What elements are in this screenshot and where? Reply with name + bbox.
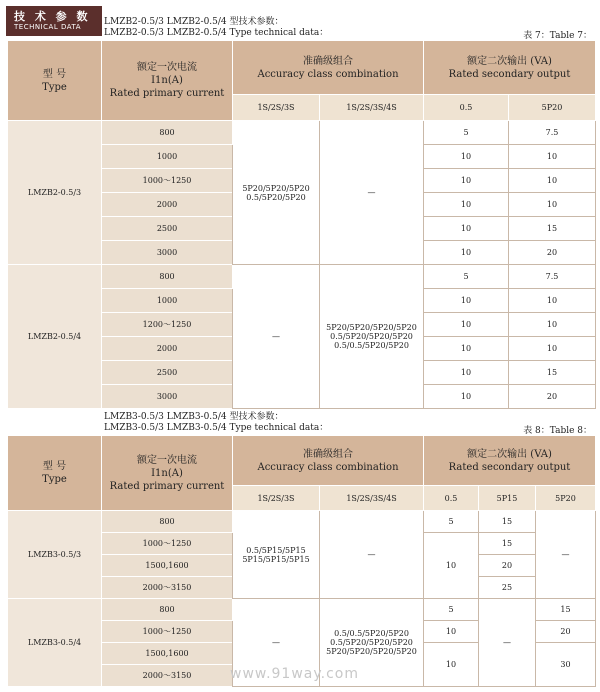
header-current-en: Rated primary current — [109, 88, 225, 99]
technical-data-badge — [6, 6, 102, 36]
current-cell: 2000～3150 — [102, 577, 233, 599]
output-5p20-cell: 15 — [509, 361, 596, 385]
section1-title-en: LMZB2-0.5/3 LMZB2-0.5/4 Type technical data： — [104, 28, 329, 38]
output-05-cell: 5 — [424, 265, 509, 289]
header-type — [8, 436, 102, 511]
output-5p20-cell: 20 — [509, 385, 596, 409]
output-05-cell: 5 — [424, 121, 509, 145]
header-current-cn: 额定一次电流 — [137, 454, 197, 466]
output-5p20-cell: 10 — [509, 337, 596, 361]
table-7 — [7, 40, 596, 409]
subheader-out-5p20: 5P20 — [536, 486, 596, 511]
output-05-cell: 10 — [424, 361, 509, 385]
output-05-cell: 10 — [424, 193, 509, 217]
subheader-out-5p20: 5P20 — [509, 95, 596, 121]
current-cell: 1500,1600 — [102, 643, 233, 665]
output-05-cell: 10 — [424, 241, 509, 265]
current-cell: 800 — [102, 121, 233, 145]
accuracy-line: 0.5/5P20/5P20/5P20 — [330, 638, 413, 647]
header-type — [8, 41, 102, 121]
header-accuracy-cn: 准确级组合 — [303, 55, 353, 67]
output-05-cell: 10 — [424, 289, 509, 313]
output-5p20-cell: 10 — [509, 193, 596, 217]
subheader-acc-4: 1S/2S/3S/4S — [320, 486, 424, 511]
output-5p20-cell: 30 — [536, 643, 596, 687]
output-05-cell: 10 — [424, 313, 509, 337]
accuracy-line: 0.5/5P15/5P15 — [246, 545, 306, 555]
output-05-cell: 5 — [424, 511, 479, 533]
output-5p20-cell: 15 — [536, 599, 596, 621]
current-cell: 2500 — [102, 217, 233, 241]
watermark: www.91way.com — [230, 666, 359, 682]
table7-label: 表 7：Table 7： — [523, 31, 592, 41]
output-5p20-cell: 7.5 — [509, 121, 596, 145]
output-5p20-cell: 10 — [509, 313, 596, 337]
accuracy-cell: — — [233, 599, 320, 687]
header-output — [424, 41, 596, 95]
current-cell: 3000 — [102, 241, 233, 265]
header-output-en: Rated secondary output — [448, 461, 571, 473]
output-5p20-cell: 15 — [509, 217, 596, 241]
subheader-acc-3: 1S/2S/3S — [233, 486, 320, 511]
accuracy-line: 0.5/0.5/5P20/5P20 — [334, 341, 409, 350]
table-8 — [7, 435, 596, 687]
header-accuracy-cn: 准确级组合 — [303, 448, 353, 460]
header-type-en: Type — [42, 81, 67, 93]
output-05-cell: 10 — [424, 217, 509, 241]
header-current — [102, 436, 233, 511]
header-current-sym: I1n(A) — [151, 467, 183, 479]
current-cell: 1000～1250 — [102, 621, 233, 643]
output-5p20-cell: — — [536, 511, 596, 599]
output-05-cell: 10 — [424, 643, 479, 687]
header-type-cn: 型 号 — [42, 68, 67, 80]
current-cell: 1000 — [102, 289, 233, 313]
section1-title-cn: LMZB2-0.5/3 LMZB2-0.5/4 型技术参数： — [104, 17, 284, 27]
accuracy-cell: — — [320, 121, 424, 265]
header-current-en: Rated primary current — [109, 480, 225, 492]
output-5p15-cell: 15 — [479, 533, 536, 555]
accuracy-line: 5P20/5P20/5P20/5P20 — [326, 323, 417, 332]
badge-title-cn: 技 术 参 数 — [14, 10, 91, 23]
accuracy-line: 0.5/0.5/5P20/5P20 — [334, 629, 409, 638]
current-cell: 1200～1250 — [102, 313, 233, 337]
accuracy-line: 5P20/5P20/5P20/5P20 — [326, 647, 417, 656]
current-cell: 800 — [102, 511, 233, 533]
current-cell: 2500 — [102, 361, 233, 385]
subheader-acc-4: 1S/2S/3S/4S — [320, 95, 424, 121]
current-cell: 800 — [102, 265, 233, 289]
current-cell: 1000～1250 — [102, 169, 233, 193]
type-cell: LMZB3-0.5/3 — [8, 511, 102, 599]
output-05-cell: 10 — [424, 169, 509, 193]
output-5p20-cell: 10 — [509, 289, 596, 313]
accuracy-cell: — — [320, 511, 424, 599]
output-5p15-cell: 15 — [479, 511, 536, 533]
output-05-cell: 10 — [424, 145, 509, 169]
badge-title-en: TECHNICAL DATA — [14, 23, 81, 31]
type-cell: LMZB2-0.5/4 — [8, 265, 102, 409]
accuracy-cell — [320, 265, 424, 409]
header-type-cn: 型 号 — [42, 461, 67, 472]
type-cell: LMZB3-0.5/4 — [8, 599, 102, 687]
current-cell: 2000 — [102, 337, 233, 361]
header-current-sym: I1n(A) — [151, 75, 183, 86]
subheader-out-05: 0.5 — [424, 486, 479, 511]
subheader-out-5p15: 5P15 — [479, 486, 536, 511]
output-05-cell: 10 — [424, 385, 509, 409]
accuracy-line: 0.5/5P20/5P20 — [246, 192, 306, 202]
output-5p20-cell: 20 — [536, 621, 596, 643]
accuracy-line: 5P20/5P20/5P20 — [242, 183, 310, 193]
header-output — [424, 436, 596, 486]
section2-title-en: LMZB3-0.5/3 LMZB3-0.5/4 Type technical data： — [104, 423, 329, 433]
header-type-en: Type — [42, 474, 67, 485]
accuracy-cell — [233, 121, 320, 265]
output-05-cell: 10 — [424, 621, 479, 643]
output-5p20-cell: 10 — [509, 169, 596, 193]
header-output-en: Rated secondary output — [448, 68, 571, 80]
current-cell: 1000～1250 — [102, 533, 233, 555]
header-current — [102, 41, 233, 121]
type-cell: LMZB2-0.5/3 — [8, 121, 102, 265]
current-cell: 1000 — [102, 145, 233, 169]
current-cell: 800 — [102, 599, 233, 621]
subheader-acc-3: 1S/2S/3S — [233, 95, 320, 121]
header-current-cn: 额定一次电流 — [137, 62, 197, 73]
output-5p20-cell: 7.5 — [509, 265, 596, 289]
output-05-cell: 10 — [424, 337, 509, 361]
current-cell: 3000 — [102, 385, 233, 409]
output-5p15-cell: 20 — [479, 555, 536, 577]
output-05-cell: 5 — [424, 599, 479, 621]
output-5p15-cell: 25 — [479, 577, 536, 599]
current-cell: 2000～3150 — [102, 665, 233, 687]
output-5p20-cell: 20 — [509, 241, 596, 265]
output-5p15-cell: — — [479, 599, 536, 687]
header-accuracy — [233, 41, 424, 95]
section2-title-cn: LMZB3-0.5/3 LMZB3-0.5/4 型技术参数： — [104, 412, 284, 422]
header-accuracy-en: Accuracy class combination — [257, 461, 399, 473]
accuracy-cell: — — [233, 265, 320, 409]
header-output-cn: 额定二次输出 (VA) — [467, 448, 552, 460]
output-5p20-cell: 10 — [509, 145, 596, 169]
accuracy-line: 0.5/5P20/5P20/5P20 — [330, 332, 413, 341]
accuracy-cell — [233, 511, 320, 599]
header-accuracy-en: Accuracy class combination — [257, 68, 399, 80]
header-accuracy — [233, 436, 424, 486]
subheader-out-05: 0.5 — [424, 95, 509, 121]
header-output-cn: 额定二次输出 (VA) — [467, 55, 552, 67]
current-cell: 2000 — [102, 193, 233, 217]
table8-label: 表 8：Table 8： — [523, 426, 592, 436]
current-cell: 1500,1600 — [102, 555, 233, 577]
output-05-cell: 10 — [424, 533, 479, 599]
accuracy-line: 5P15/5P15/5P15 — [242, 554, 310, 564]
